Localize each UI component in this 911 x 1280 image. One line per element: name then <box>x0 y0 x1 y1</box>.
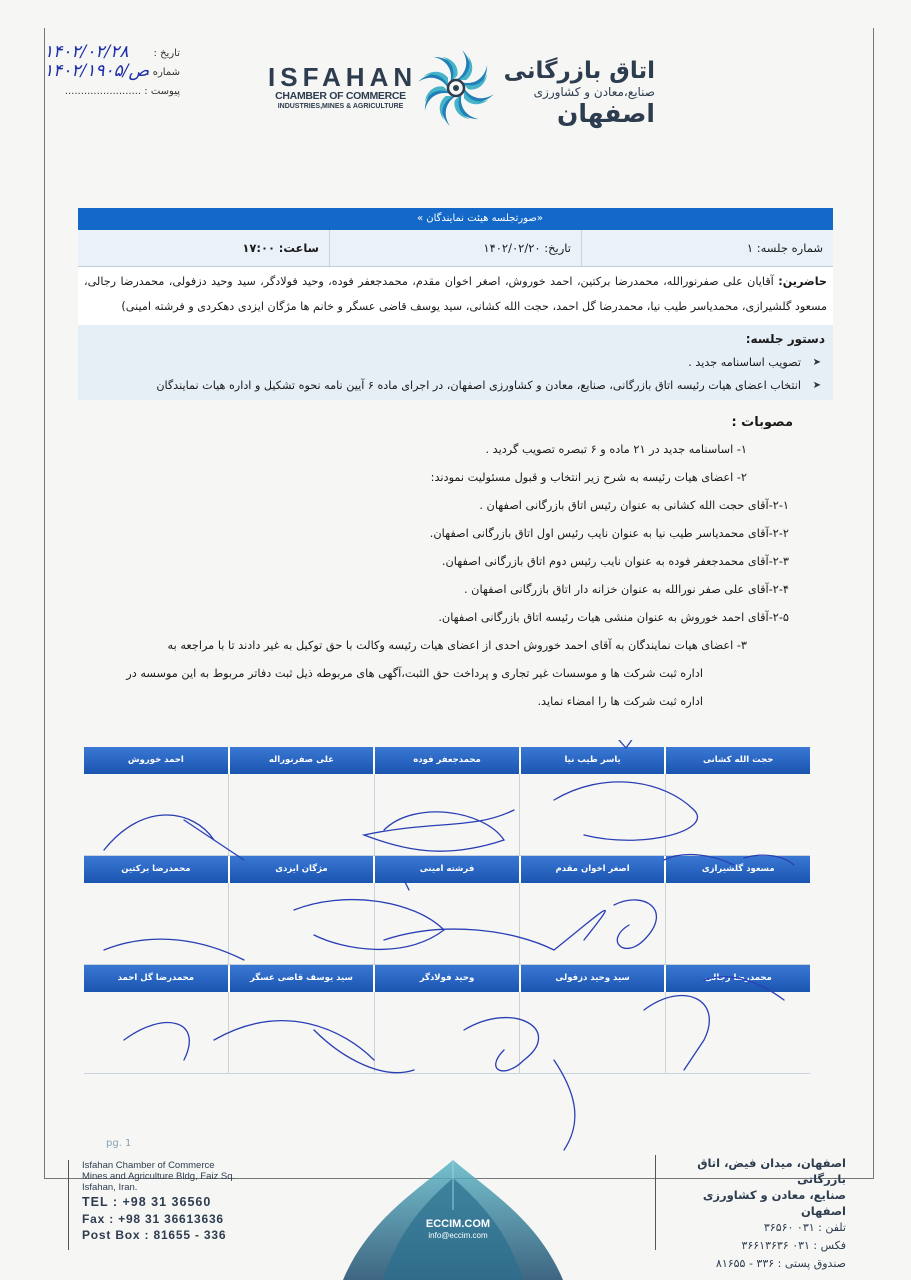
signer-name: یاسر طیب نیا <box>519 747 665 774</box>
signature-cells-row <box>84 883 810 965</box>
resolution-line: ۲-۴-آقای علی صفر نورالله به عنوان خزانه دار اتاق بازرگانی اصفهان . <box>463 583 789 596</box>
signature-cell <box>519 883 664 965</box>
signature-cells-row <box>84 774 810 856</box>
logo-fa-industries: صنایع،معادن و کشاورزی <box>533 85 655 99</box>
meeting-meta-row <box>78 230 833 267</box>
signature-header-row <box>84 965 810 992</box>
signature-cell <box>84 774 228 856</box>
logo-fa-isfahan: اصفهان <box>557 99 655 128</box>
resolution-line: ۲-۱-آقای حجت الله کشانی به عنوان رئیس اتاق بازرگانی اصفهان . <box>479 499 789 512</box>
footer-fa-addr2: صنایع، معادن و کشاورزی اصفهان <box>702 1188 846 1218</box>
footer-en-addr2: Isfahan, Iran. <box>82 1182 138 1193</box>
signer-name: احمد خوروش <box>84 747 228 774</box>
attachment-row <box>50 86 180 105</box>
signer-name: محمدجعفر فوده <box>373 747 519 774</box>
logo-persian <box>500 58 655 128</box>
meeting-number: شماره جلسه: ۱ <box>581 230 833 266</box>
signer-name: اصغر اخوان مقدم <box>519 856 665 883</box>
signature-cell <box>519 774 664 856</box>
footer-en-fax: Fax : +98 31 36613636 <box>82 1212 224 1226</box>
signature-cell <box>84 992 228 1074</box>
signer-name: مژگان ایزدی <box>228 856 374 883</box>
footer-en-name: Isfahan Chamber of Commerce <box>82 1160 215 1171</box>
resolutions-title: مصوبات : <box>731 415 793 430</box>
agenda-item: ➤ تصویب اساسنامه جدید . <box>84 351 825 374</box>
signer-name: محمدرضا رجالی <box>664 965 810 992</box>
signature-header-row <box>84 747 810 774</box>
date-label: تاریخ : <box>153 48 180 59</box>
minutes-table <box>78 208 833 400</box>
signer-name: حجت الله کشانی <box>664 747 810 774</box>
meeting-date: تاریخ: ۱۴۰۲/۰۲/۲۰ <box>329 230 581 266</box>
logo-fa-chamber: اتاق بازرگانی <box>503 58 655 84</box>
attendees-text: آقایان علی صفرنورالله، محمدرضا برکتین، احمد خوروش، اصغر اخوان مقدم، محمدجعفر فوده، وحید فولادگر، سید وحید دزفولی، محمدرضا رجالی، مسعود گلشیرازی، محمدیاسر طیب نیا، محمدرضا گل احمد، حجت الله کشانی، سید یوسف قاضی عسگر و خانم ها مژگان ایزدی دهکردی و فرشته امینی) <box>84 275 827 313</box>
signature-header-row <box>84 856 810 883</box>
signer-name: وحید فولادگر <box>373 965 519 992</box>
logo-en-industries: INDUSTRIES,MINES & AGRICULTURE <box>277 103 404 110</box>
footer-email[interactable]: info@eccim.com <box>428 1231 488 1240</box>
footer-english <box>82 1160 262 1243</box>
resolution-line: ۲- اعضای هیات رئیسه به شرح زیر انتخاب و قبول مسئولیت نمودند: <box>430 471 747 484</box>
footer-logo-watermark-icon <box>338 1150 568 1280</box>
agenda <box>78 325 833 400</box>
minutes-title: «صورتجلسه هیئت نمایندگان » <box>78 208 833 230</box>
footer-fa-box: صندوق پستی : ۳۳۶ - ۸۱۶۵۵ <box>715 1257 846 1270</box>
meeting-time-label: ساعت: <box>278 241 319 255</box>
footer-divider <box>68 1160 69 1250</box>
signer-name: محمدرضا گل احمد <box>84 965 228 992</box>
resolution-line: ۲-۲-آقای محمدیاسر طیب نیا به عنوان نایب رئیس اول اتاق بازرگانی اصفهان. <box>429 527 789 540</box>
attendees <box>78 267 833 325</box>
meeting-time <box>78 230 329 266</box>
letter-meta <box>44 42 180 105</box>
agenda-item: ➤ انتخاب اعضای هیات رئیسه اتاق بازرگانی، صنایع، معادن و کشاورزی اصفهان، در اجرای ماده ۶ آیین نامه نحوه تشکیل و اداره هیات نمایندگان <box>84 374 825 397</box>
signature-cell <box>84 883 228 965</box>
resolution-line: ۲-۳-آقای محمدجعفر فوده به عنوان نایب رئیس دوم اتاق بازرگانی اصفهان. <box>441 555 789 568</box>
footer-fa-addr1: اصفهان، میدان فیض، اتاق بازرگانی <box>697 1156 846 1186</box>
footer-divider <box>655 1155 656 1250</box>
signature-cell <box>374 883 519 965</box>
resolution-line: ۲-۵-آقای احمد خوروش به عنوان منشی هیات رئیسه اتاق بازرگانی اصفهان. <box>438 611 789 624</box>
signer-name: سید یوسف قاضی عسگر <box>228 965 374 992</box>
chamber-logo-icon <box>415 47 497 129</box>
number-handwritten: ۱۴۰۲/ص/۱۹۰۵ <box>44 61 150 81</box>
signer-name: مسعود گلشیرازی <box>664 856 810 883</box>
signature-cell <box>228 883 373 965</box>
resolutions <box>90 410 793 716</box>
attachment-label: پیوست : ........................ <box>64 86 180 97</box>
page-number: pg. 1 <box>106 1138 132 1149</box>
footer-website[interactable]: ECCIM.COM <box>425 1218 491 1230</box>
footer-fa-tel: تلفن : ۰۳۱ ۳۶۵۶۰ <box>763 1221 846 1234</box>
logo-english <box>268 62 418 112</box>
attendees-label: حاضرین: <box>778 275 827 288</box>
footer-en-tel: TEL : +98 31 36560 <box>82 1195 212 1209</box>
meeting-time-value: ۱۷:۰۰ <box>242 241 276 255</box>
resolution-line: ۳- اعضای هیات نمایندگان به آقای احمد خوروش احدی از اعضای هیات رئیسه وکالت با حق توکیل به غیر دادند تا با مراجعه به <box>167 639 747 652</box>
number-row <box>44 61 180 86</box>
logo-en-isfahan: ISFAHAN <box>268 62 418 92</box>
footer-en-box: Post Box : 81655 - 336 <box>82 1228 227 1242</box>
signature-cell <box>374 992 519 1074</box>
agenda-title: دستور جلسه: <box>745 332 825 346</box>
date-handwritten: ۱۴۰۲/۰۲/۲۸ <box>44 42 129 62</box>
signer-name: محمدرضا برکتین <box>84 856 228 883</box>
signature-cell <box>665 883 810 965</box>
resolution-line: اداره ثبت شرکت ها را امضاء نماید. <box>537 695 703 708</box>
signer-name: سید وحید دزفولی <box>519 965 665 992</box>
footer-web <box>408 1218 508 1241</box>
footer-en-addr1: Mines and Agriculture Bldg, Faiz Sq. <box>82 1171 236 1182</box>
resolution-line: اداره ثبت شرکت ها و موسسات غیر تجاری و پرداخت حق الثبت،آگهی های مربوطه ذیل ثبت دفاتر مربوط به این موسسه در <box>126 667 703 680</box>
signature-cells-row <box>84 992 810 1074</box>
signer-name: علی صفرنوراله <box>228 747 374 774</box>
signature-cell <box>519 992 664 1074</box>
number-label: شماره : <box>146 67 180 78</box>
signature-cell <box>228 774 373 856</box>
signature-cell <box>665 774 810 856</box>
signature-cell <box>228 992 373 1074</box>
signer-name: فرشته امینی <box>373 856 519 883</box>
logo-en-chamber: CHAMBER OF COMMERCE <box>275 90 406 102</box>
resolution-line: ۱- اساسنامه جدید در ۲۱ ماده و ۶ تبصره تصویب گردید . <box>485 443 747 456</box>
signature-cell <box>374 774 519 856</box>
footer-fa-fax: فکس : ۰۳۱ ۳۶۶۱۳۶۳۶ <box>741 1239 846 1252</box>
signature-cell <box>665 992 810 1074</box>
footer-persian <box>660 1155 846 1273</box>
signature-grid <box>84 747 810 1092</box>
